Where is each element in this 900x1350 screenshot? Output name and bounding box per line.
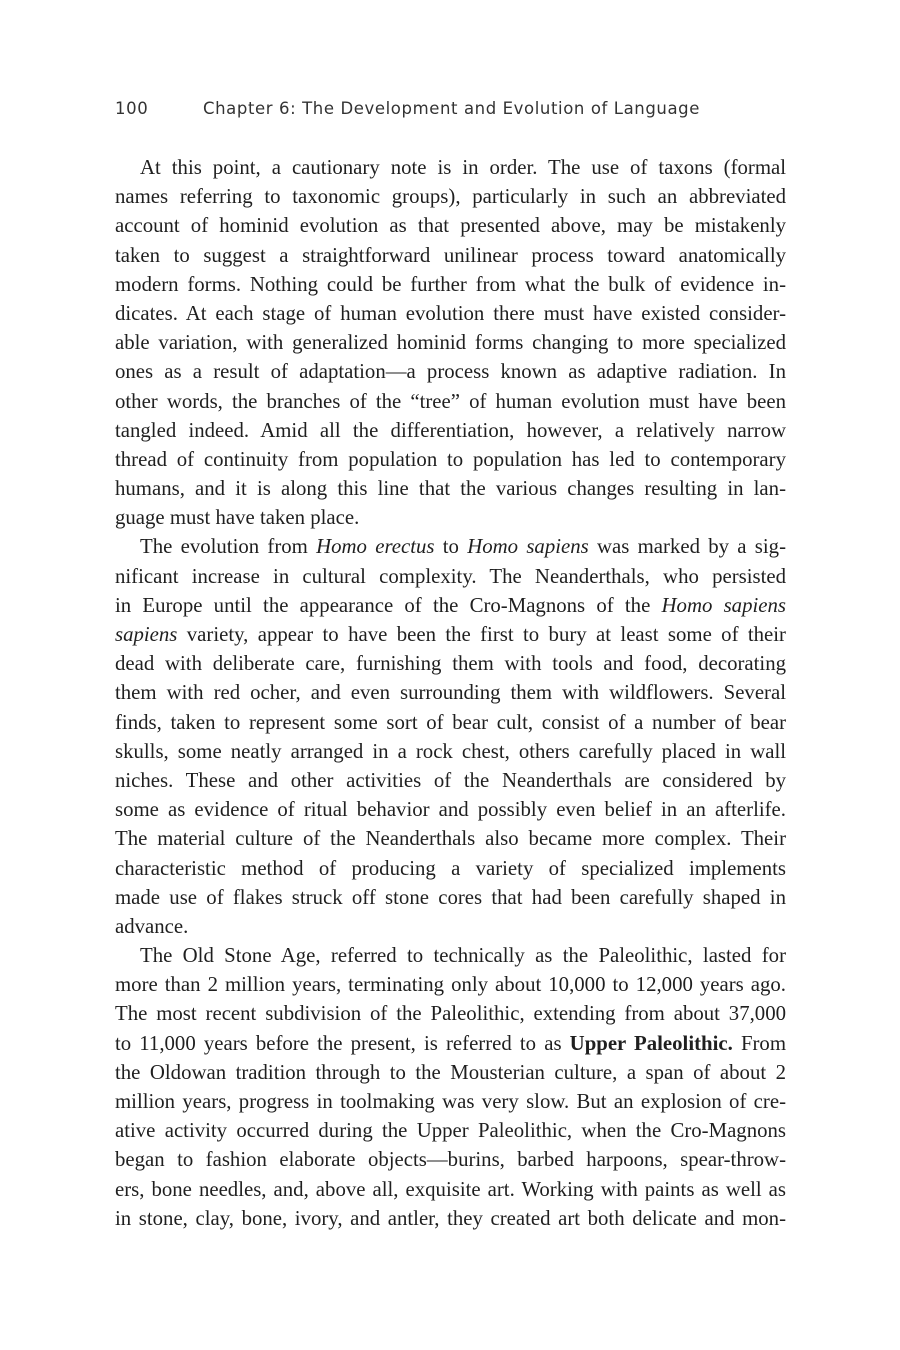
text-line: tangled indeed. Amid all the differentiation, however, a relatively narrow (115, 418, 786, 442)
text-line: names referring to taxonomic groups), particularly in such an abbreviated (115, 185, 786, 209)
text-line: skulls, some neatly arranged in a rock chest, others carefully placed in wall (115, 739, 786, 763)
text-line: advance. (115, 914, 189, 938)
text-line: ers, bone needles, and, above all, exquisite art. Working with paints as well as (115, 1177, 786, 1201)
bold-term: Upper Paleolithic. (569, 1031, 733, 1055)
text-line: dead with deliberate care, furnishing them with tools and food, decorating (115, 652, 786, 676)
text-line: more than 2 million years, terminating only about 10,000 to 12,000 years ago. (115, 973, 786, 997)
text-line: able variation, with generalized hominid forms changing to more specialized (115, 331, 786, 355)
text-line (115, 620, 786, 649)
text-line: the Oldowan tradition through to the Mousterian culture, a span of about 2 (115, 1060, 786, 1084)
italic-term: Homo sapiens (661, 593, 786, 617)
text-line: niches. These and other activities of the Neanderthals are considered by (115, 768, 786, 792)
text-line: dicates. At each stage of human evolution there must have existed consider- (115, 301, 786, 325)
text-line: thread of continuity from population to population has led to contemporary (115, 447, 786, 471)
text-line: The most recent subdivision of the Paleolithic, extending from about 37,000 (115, 1002, 786, 1026)
text-line: The material culture of the Neanderthals also became more complex. Their (115, 827, 786, 851)
text-line (115, 591, 786, 620)
text-run: in Europe until the appearance of the Cro-Magnons of the (115, 593, 662, 617)
text-line: them with red ocher, and even surrounding them with wildflowers. Several (115, 681, 786, 705)
text-run: was marked by a sig- (588, 535, 786, 559)
text-line: began to fashion elaborate objects—burins, barbed harpoons, spear-throw- (115, 1148, 786, 1172)
text-run: to (434, 535, 468, 559)
text-line: characteristic method of producing a variety of specialized implements (115, 856, 786, 880)
text-line: taken to suggest a straightforward unilinear process toward anatomically (115, 243, 786, 267)
text-line: modern forms. Nothing could be further from what the bulk of evidence in- (115, 272, 786, 296)
text-line (115, 532, 786, 561)
text-run: to 11,000 years before the present, is referred to as (115, 1031, 570, 1055)
text-line: million years, progress in toolmaking was very slow. But an explosion of cre- (115, 1090, 786, 1113)
italic-term: sapiens (115, 623, 178, 646)
italic-term: Homo erectus (316, 535, 435, 559)
text-line (115, 1029, 786, 1058)
chapter-title: Chapter 6: The Development and Evolution of Language (203, 99, 701, 118)
italic-term: Homo sapiens (467, 535, 589, 559)
text-line: other words, the branches of the “tree” of human evolution must have been (115, 389, 786, 413)
paragraph-2 (115, 532, 786, 941)
text-line: finds, taken to represent some sort of bear cult, consist of a number of bear (115, 710, 786, 734)
text-run: The evolution from (140, 535, 317, 559)
text-line: guage must have taken place. (115, 506, 360, 530)
text-line: nificant increase in cultural complexity. The Neanderthals, who persisted (115, 564, 786, 588)
paragraph-1 (115, 153, 786, 532)
page-number: 100 (115, 99, 149, 118)
text-line: made use of flakes struck off stone cores that had been carefully shaped in (115, 885, 786, 909)
text-line: The Old Stone Age, referred to technically as the Paleolithic, lasted for (140, 944, 786, 968)
text-line: account of hominid evolution as that presented above, may be mistakenly (115, 214, 786, 238)
text-line: some as evidence of ritual behavior and possibly even belief in an afterlife. (115, 798, 786, 822)
text-line: At this point, a cautionary note is in order. The use of taxons (formal (140, 156, 786, 179)
text-line: ative activity occurred during the Upper Paleolithic, when the Cro-Magnons (115, 1119, 786, 1143)
text-run: From (732, 1031, 787, 1055)
text-line: in stone, clay, bone, ivory, and antler, they created art both delicate and mon- (115, 1206, 786, 1230)
running-head (115, 99, 700, 118)
paragraph-3 (115, 941, 786, 1233)
body-text (115, 153, 786, 1233)
text-line: ones as a result of adaptation—a process known as adaptive radiation. In (115, 360, 786, 384)
text-line: humans, and it is along this line that the various changes resulting in lan- (115, 477, 786, 501)
text-run: variety, appear to have been the first to bury at least some of their (177, 623, 786, 646)
